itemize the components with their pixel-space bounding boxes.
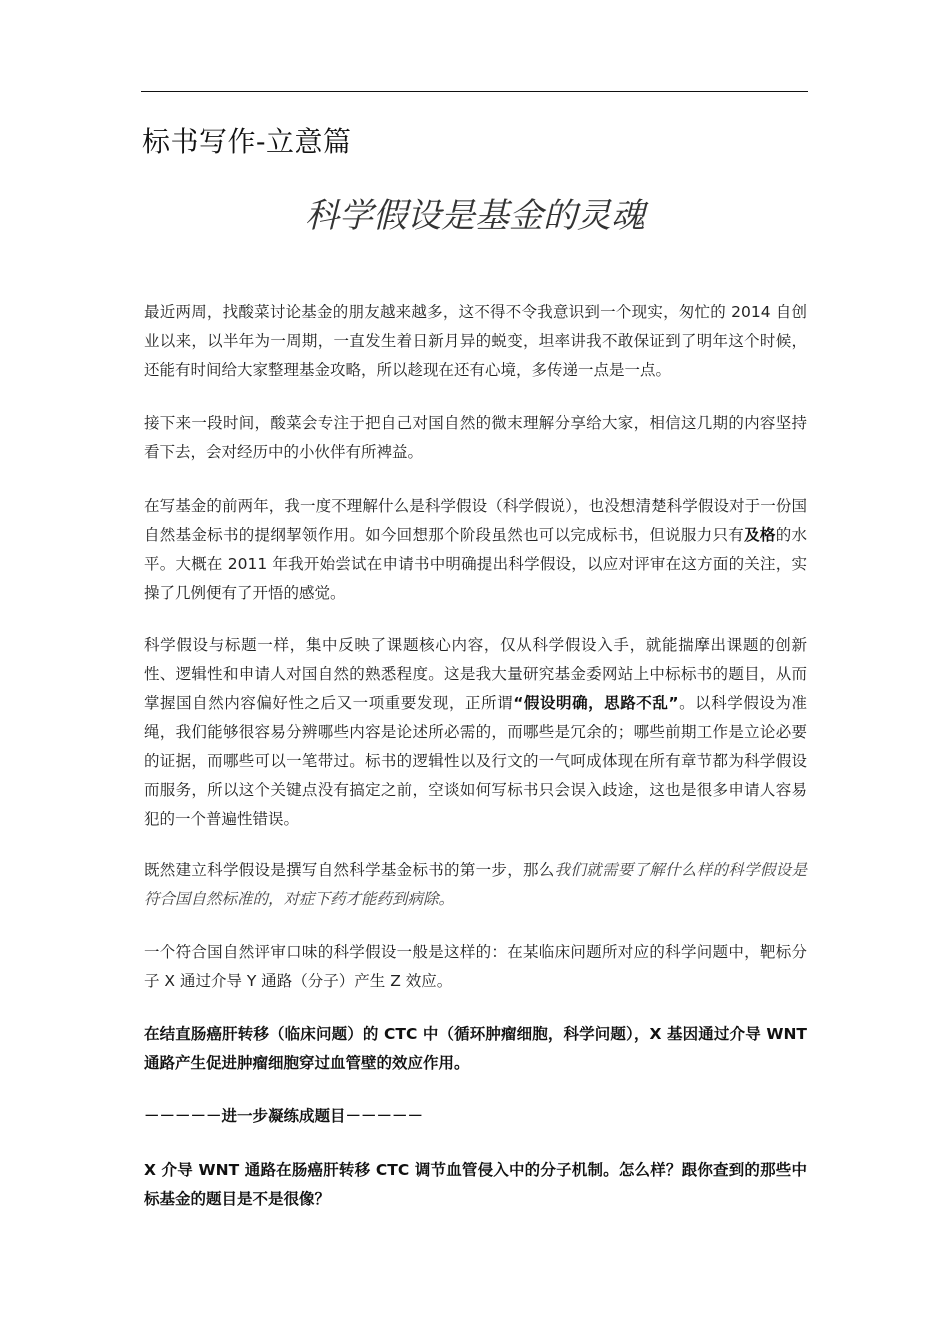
paragraph-experience-text-a: 在写基金的前两年，我一度不理解什么是科学假设（科学假说），也没想清楚科学假设对于一份国自然基金标书的提纲挈领作用。如今回想那个阶段虽然也可以完成标书，但说服力只有: [144, 497, 807, 544]
paragraph-experience-bold: 及格: [744, 526, 776, 544]
paragraph-hypothesis-text-b: 。以科学假设为准绳，我们能够很容易分辨哪些内容是论述所必需的，而哪些是冗余的；哪些前期工作是立论必要的证据，而哪些可以一笔带过。标书的逻辑性以及行文的一气呵成体现在所有章节都为科学假设而服务，所以这个关键点没有搞定之前，空谈如何写标书只会误入歧途，这也是很多申请人容易犯的一个普遍性错误。: [144, 694, 807, 828]
document-subtitle: 科学假设是基金的灵魂: [305, 196, 645, 236]
section-divider-text: －－－－－进一步凝练成题目－－－－－: [144, 1107, 424, 1125]
paragraph-template: 一个符合国自然评审口味的科学假设一般是这样的：在某临床问题所对应的科学问题中，靶标分子 X 通过介导 Y 通路（分子）产生 Z 效应。: [144, 943, 807, 990]
paragraph-plan: 接下来一段时间，酸菜会专注于把自己对国自然的微末理解分享给大家，相信这几期的内容坚持看下去，会对经历中的小伙伴有所裨益。: [144, 414, 807, 461]
paragraph-hypothesis-text-a: 科学假设与标题一样，集中反映了课题核心内容，仅从科学假设入手，就能揣摩出课题的创新性、逻辑性和申请人对国自然的熟悉程度。这是我大量研究基金委网站上中标标书的题目，从而掌握国自然内容偏好性之后又一项重要发现，正所谓: [144, 636, 807, 712]
paragraph-hypothesis-bold: “假设明确，思路不乱”: [513, 694, 679, 712]
paragraph-intro: 最近两周，找酸菜讨论基金的朋友越来越多，这不得不令我意识到一个现实，匆忙的 2014 自创业以来，以半年为一周期，一直发生着日新月异的蜕变，坦率讲我不敢保证到了明年这个时候，还能有时间给大家整理基金攻略，所以趁现在还有心境，多传递一点是一点。: [144, 303, 807, 379]
document-title: 标书写作-立意篇: [142, 125, 352, 158]
paragraph-transition-italic: 我们就需要了解什么样的科学假设是符合国自然标准的，对症下药才能药到病除。: [144, 861, 807, 908]
paragraph-example: 在结直肠癌肝转移（临床问题）的 CTC 中（循环肿瘤细胞，科学问题），X 基因通过介导 WNT 通路产生促进肿瘤细胞穿过血管壁的效应作用。: [144, 1025, 807, 1072]
paragraph-experience: [144, 492, 807, 608]
paragraph-title-example: X 介导 WNT 通路在肠癌肝转移 CTC 调节血管侵入中的分子机制。怎么样？跟你查到的那些中标基金的题目是不是很像？: [144, 1161, 807, 1208]
header-rule: [141, 91, 808, 92]
paragraph-transition: [144, 856, 807, 914]
paragraph-transition-text: 既然建立科学假设是撰写自然科学基金标书的第一步，那么: [144, 861, 555, 879]
paragraph-hypothesis-importance: [144, 631, 807, 834]
paragraph-experience-text-b: 的水平。大概在 2011 年我开始尝试在申请书中明确提出科学假设，以应对评审在这方面的关注，实操了几例便有了开悟的感觉。: [144, 526, 807, 602]
